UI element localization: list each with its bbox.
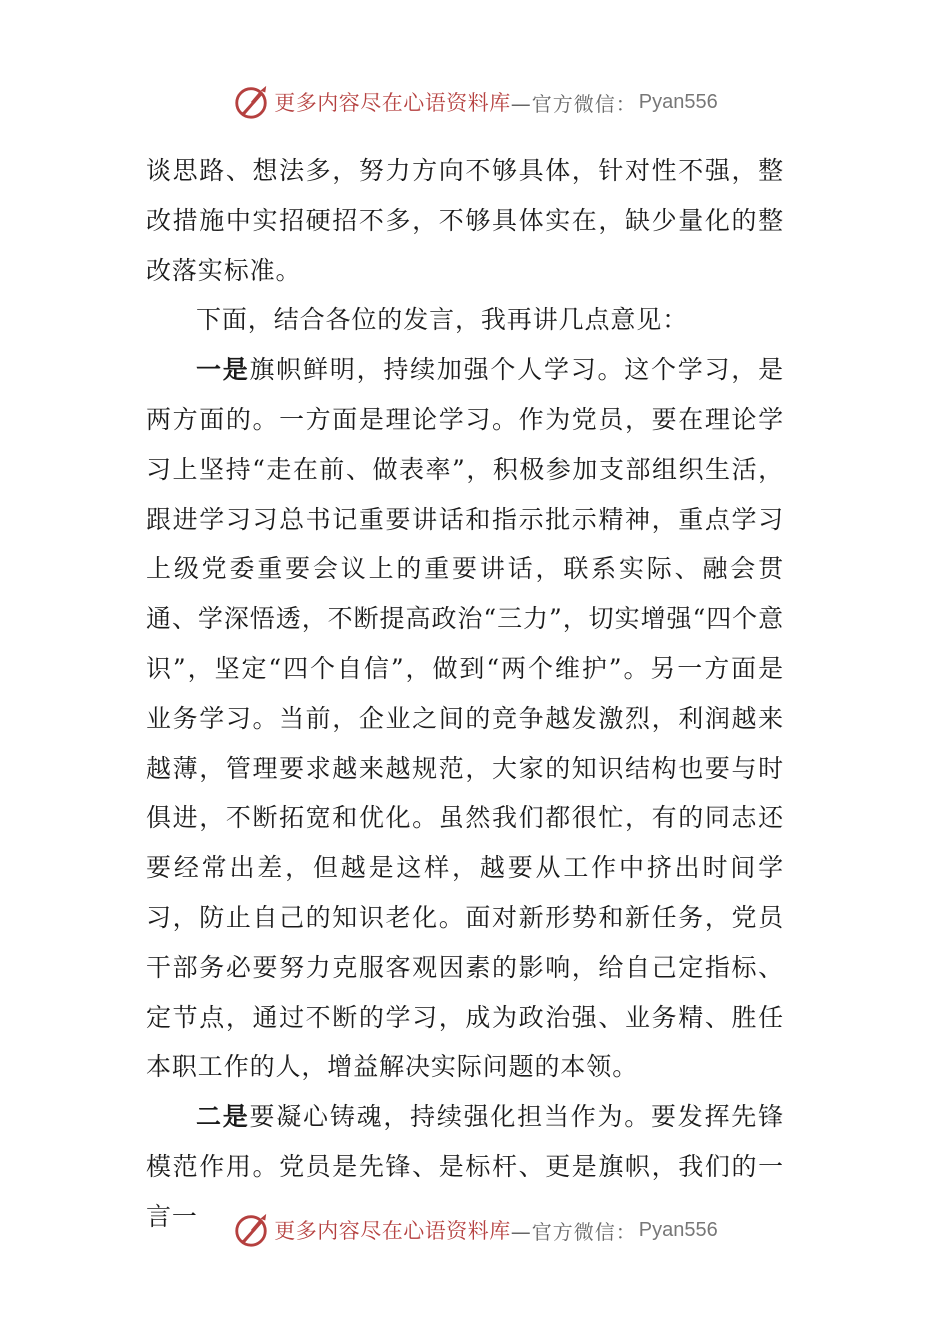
document-body — [146, 146, 784, 1242]
banner-wechat-label: —官方微信： — [510, 91, 637, 116]
banner-main-text: 更多内容尽在心语资料库 — [274, 1219, 511, 1243]
point-one-lead: 一是 — [196, 355, 250, 385]
quill-pen-seal-icon — [232, 1211, 270, 1249]
footer-banner — [0, 1208, 950, 1252]
paragraph-point-one — [146, 345, 784, 1092]
point-two-text: 要凝心铸魂，持续强化担当作为。要发挥先锋模范作用。党员是先锋、是标杆、更是旗帜，我们的一言一 — [146, 1102, 784, 1231]
banner-wechat-label: —官方微信： — [510, 1219, 637, 1244]
point-two-lead: 二是 — [196, 1102, 250, 1132]
banner-wechat-id: Pyan556 — [638, 90, 718, 113]
banner-main-text: 更多内容尽在心语资料库 — [274, 91, 511, 115]
paragraph-intro: 下面，结合各位的发言，我再讲几点意见： — [196, 305, 689, 335]
quill-pen-seal-icon — [232, 83, 270, 121]
paragraph-continuation: 谈思路、想法多，努力方向不够具体，针对性不强，整改措施中实招硬招不多，不够具体实在，缺少量化的整改落实标准。 — [146, 156, 784, 285]
point-one-text: 旗帜鲜明，持续加强个人学习。这个学习，是两方面的。一方面是理论学习。作为党员，要在理论学习上坚持“走在前、做表率”，积极参加支部组织生活，跟进学习习总书记重要讲话和指示批示精神，重点学习上级党委重要会议上的重要讲话，联系实际、融会贯通、学深悟透，不断提高政治“三力”，切实增强“四个意识”，坚定“四个自信”，做到“两个维护”。另一方面是业务学习。当前，企业之间的竞争越发激烈，利润越来越薄，管理要求越来越规范，大家的知识结构也要与时俱进，不断拓宽和优化。虽然我们都很忙，有的同志还要经常出差，但越是这样，越要从工作中挤出时间学习，防止自己的知识老化。面对新形势和新任务，党员干部务必要努力克服客观因素的影响，给自己定指标、定节点，通过不断的学习，成为政治强、业务精、胜任本职工作的人，增益解决实际问题的本领。 — [146, 355, 784, 1082]
banner-wechat-id: Pyan556 — [638, 1218, 718, 1241]
header-banner — [0, 80, 950, 124]
